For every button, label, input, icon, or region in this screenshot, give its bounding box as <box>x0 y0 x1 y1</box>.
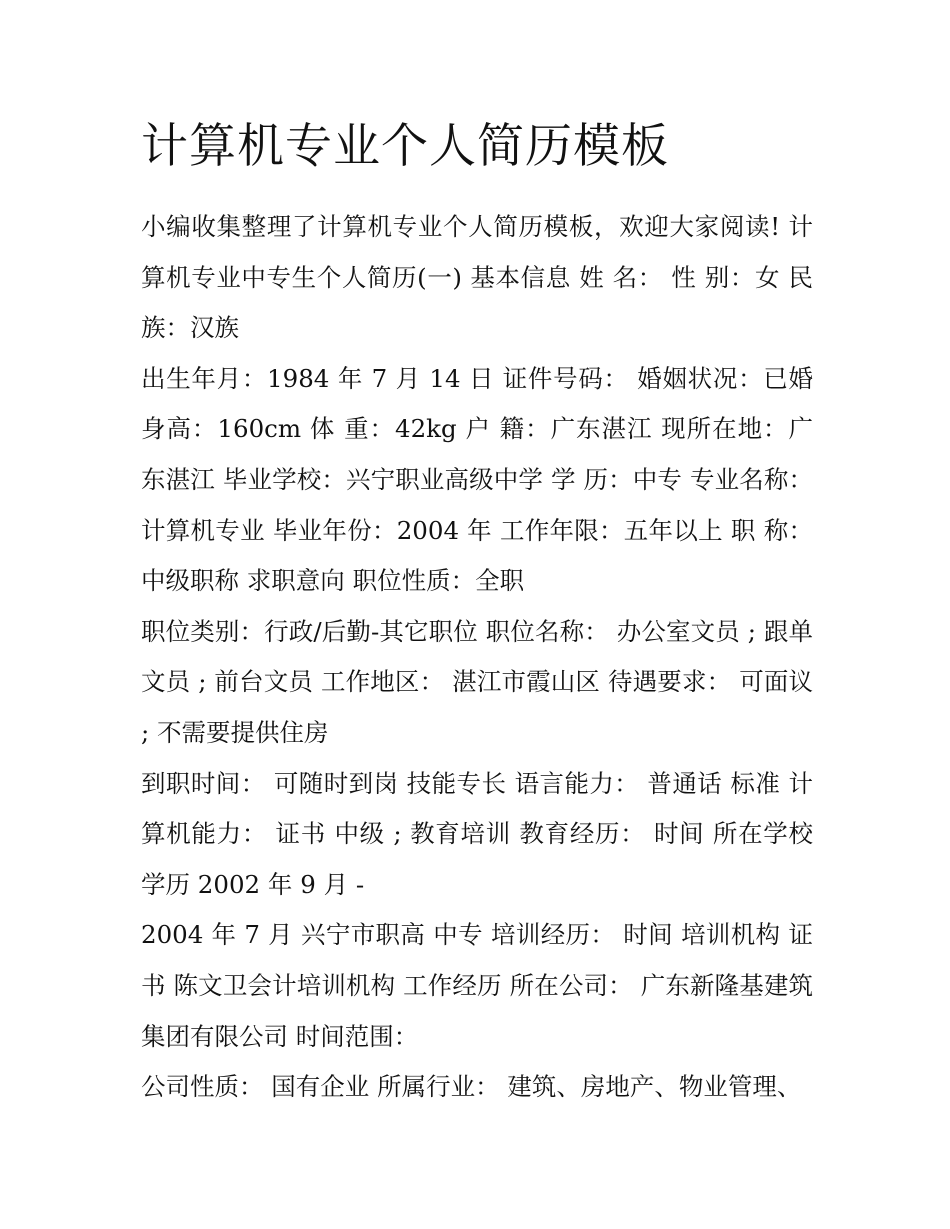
paragraph-job-intent: 职位类别：行政/后勤-其它职位 职位名称： 办公室文员 ; 跟单文员 ; 前台文员 工作地区： 湛江市霞山区 待遇要求： 可面议 ; 不需要提供住房 <box>141 616 813 747</box>
document-title: 计算机专业个人简历模板 <box>141 119 669 174</box>
paragraph-basic-info: 小编收集整理了计算机专业个人简历模板，欢迎大家阅读! 计算机专业中专生个人简历(一) 基本信息 姓 名： 性 别：女 民族：汉族 <box>141 212 813 343</box>
paragraph-personal-details: 出生年月：1984 年 7 月 14 日 证件号码： 婚姻状况：已婚 身高：160cm 体 重：42kg 户 籍：广东湛江 现所在地：广东湛江 毕业学校：兴宁职业高级中学 学 历：中专 专业名称：计算机专业 毕业年份：2004 年 工作年限：五年以上 职 称：中级职称 求职意向 职位性质：全职 <box>141 363 813 596</box>
document-page <box>141 112 813 1113</box>
paragraph-skills-education: 到职时间： 可随时到岗 技能专长 语言能力： 普通话 标准 计算机能力： 证书 中级 ; 教育培训 教育经历： 时间 所在学校 学历 2002 年 9 月 - <box>141 768 813 899</box>
document-body <box>141 202 813 1113</box>
paragraph-training-work: 2004 年 7 月 兴宁市职高 中专 培训经历： 时间 培训机构 证书 陈文卫会计培训机构 工作经历 所在公司： 广东新隆基建筑集团有限公司 时间范围： <box>141 920 813 1051</box>
paragraph-company-info: 公司性质： 国有企业 所属行业： 建筑、房地产、物业管理、 <box>141 1072 802 1102</box>
